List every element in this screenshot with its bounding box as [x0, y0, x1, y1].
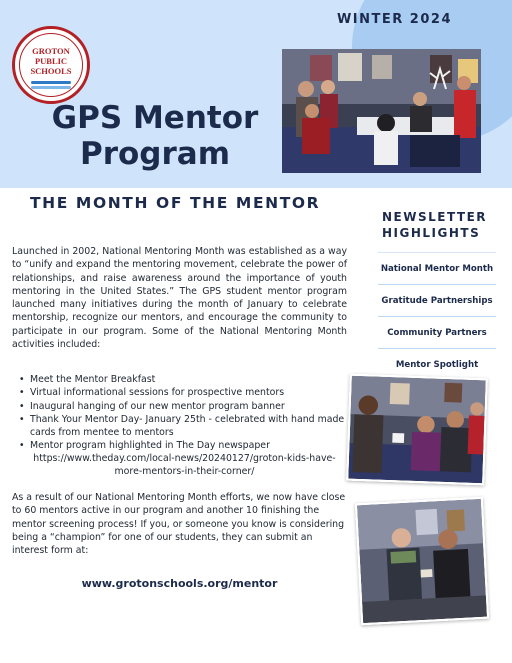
page-title-line1: GPS Mentor: [51, 100, 259, 136]
highlight-item-gratitude-partnerships[interactable]: Gratitude Partnerships: [378, 284, 496, 316]
newspaper-article-link-line1[interactable]: https://www.theday.com/local-news/20240127/groton-kids-have-: [33, 453, 336, 464]
sidebar-heading-line2: HIGHLIGHTS: [382, 226, 481, 240]
sidebar-heading-line1: NEWSLETTER: [382, 210, 488, 224]
logo-wave-icon: [31, 81, 71, 84]
list-item: • Inaugural hanging of our new mentor program banner: [12, 400, 347, 413]
article-intro-paragraph: Launched in 2002, National Mentoring Month was established as a way to “unify and expand the mentoring movement, celebrate the power of relationships, and raise awareness around the importance of youth mentoring in the United States.” The GPS student mentor program launched many initiatives during the month of January to celebrate mentorship, recognize our mentors, and encourage the community to participate in our program. Some of the National Mentoring Month activities included:: [12, 246, 347, 351]
newsletter-season: WINTER 2024: [336, 12, 452, 27]
page-title: [40, 100, 270, 172]
article-closing-paragraph: As a result of our National Mentoring Month efforts, we now have close to 60 mentors active in our program and another 10 finishing the mentor screening process! If you, or someone you know is considering being a “champion” for one of our students, they can submit an interest form at:: [12, 492, 346, 557]
logo-text-line2: PUBLIC: [34, 56, 68, 66]
mentors-conversation-photo: [355, 497, 489, 626]
activities-list: [12, 373, 347, 453]
list-item: • Thank Your Mentor Day- January 25th - celebrated with hand made cards from mentee to mentors: [12, 413, 347, 440]
school-logo: [12, 26, 90, 104]
highlight-item-mentor-spotlight[interactable]: Mentor Spotlight: [378, 348, 496, 380]
list-item: • Mentor program highlighted in The Day newspaper: [12, 439, 347, 452]
article-heading: THE MONTH OF THE MENTOR: [30, 194, 321, 212]
sidebar-heading: [382, 209, 487, 241]
logo-wave-icon-secondary: [31, 86, 71, 89]
list-item: • Virtual informational sessions for prospective mentors: [12, 386, 347, 399]
newspaper-article-link[interactable]: [12, 452, 357, 479]
mentor-card-exchange-photo: [346, 374, 488, 486]
logo-text-line1: GROTON: [32, 46, 70, 56]
highlights-list: [378, 252, 496, 380]
logo-text-line3: SCHOOLS: [30, 66, 72, 76]
mentor-breakfast-photo: [282, 49, 481, 173]
page-title-line2: Program: [79, 136, 230, 172]
newspaper-article-link-line2[interactable]: more-mentors-in-their-corner/: [114, 466, 255, 478]
interest-form-link[interactable]: www.grotonschools.org/mentor: [81, 577, 278, 590]
list-item: • Meet the Mentor Breakfast: [12, 373, 347, 386]
highlight-item-community-partners[interactable]: Community Partners: [378, 316, 496, 348]
highlight-item-national-mentor-month[interactable]: National Mentor Month: [378, 252, 496, 284]
